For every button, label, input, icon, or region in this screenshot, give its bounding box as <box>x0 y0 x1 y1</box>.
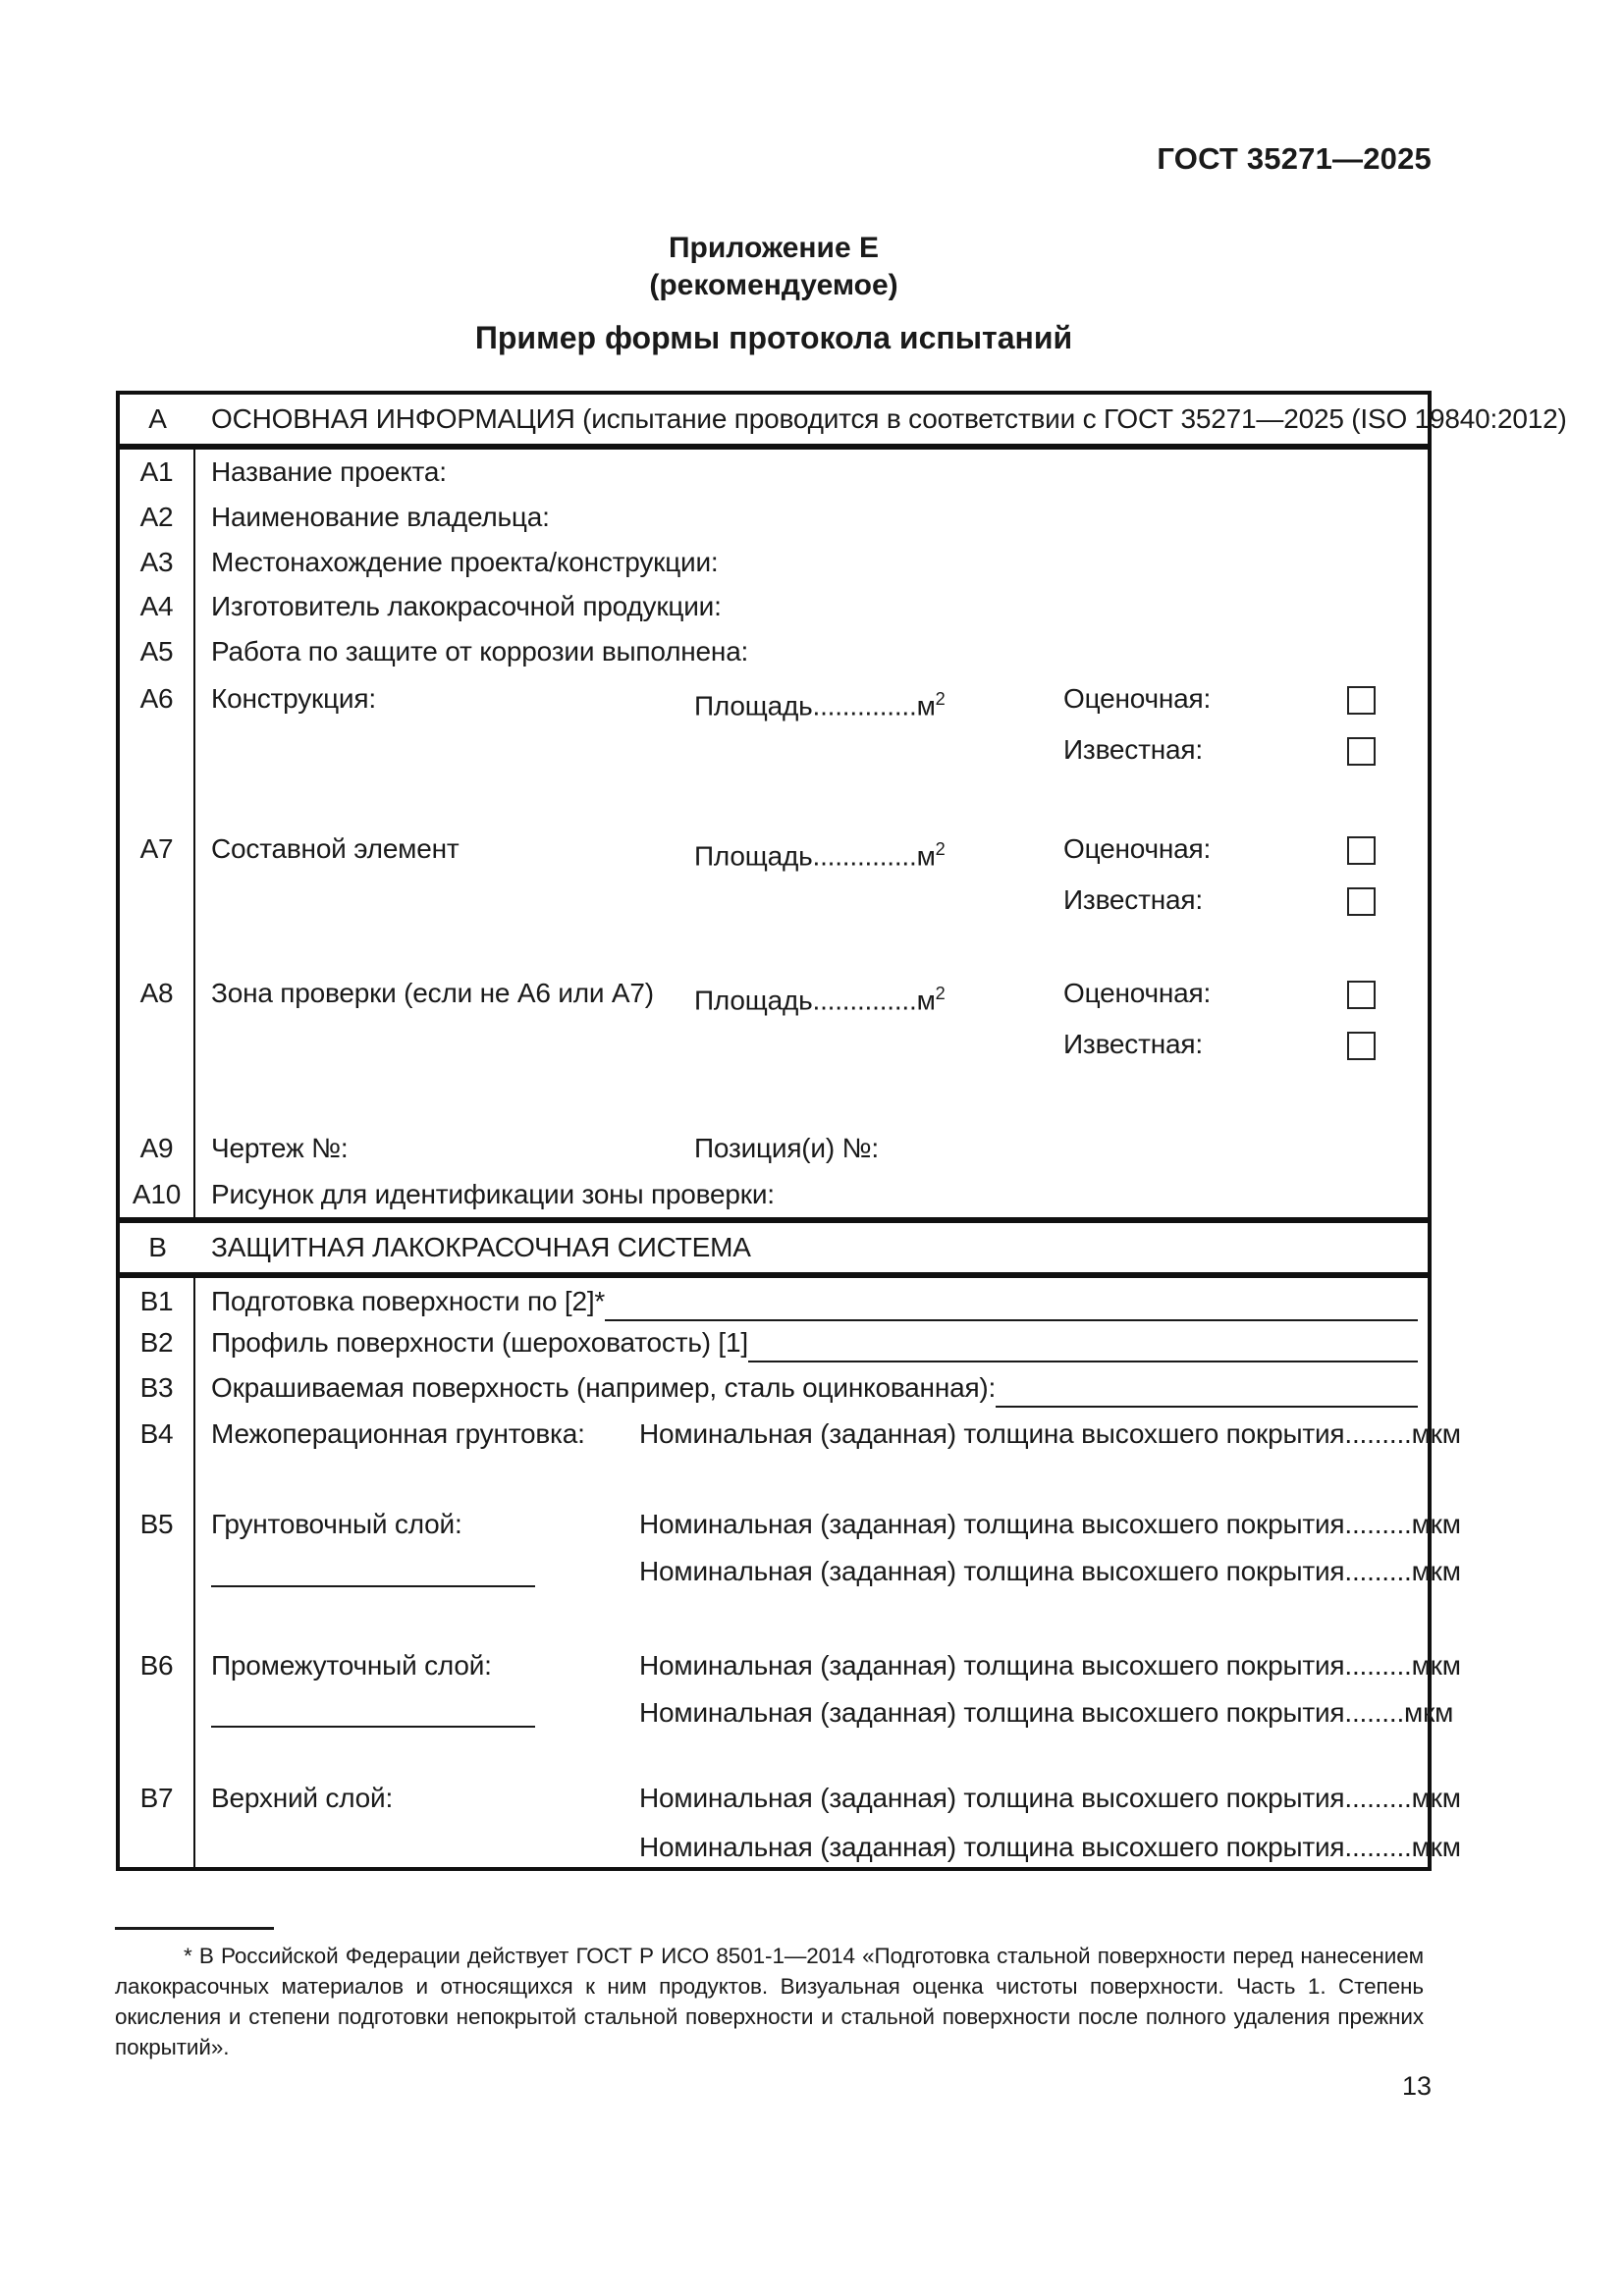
form-row-a6-known <box>120 730 1428 770</box>
known-label: Известная: <box>1063 1029 1203 1059</box>
area-field-label: $Площадь..............м^2$ <box>694 689 946 721</box>
appendix-note: (рекомендуемое) <box>649 269 898 301</box>
blank-line-b2[interactable] <box>748 1327 1418 1362</box>
row-label: Подготовка поверхности по [2]* <box>211 1286 606 1316</box>
checkbox-a7-estimated[interactable] <box>1347 836 1376 865</box>
row-code: В6 <box>139 1650 174 1681</box>
form-row-a5 <box>120 632 1428 671</box>
form-row-b7-line2 <box>120 1828 1461 1867</box>
form-row-b7 <box>120 1779 1461 1818</box>
row-label: Окрашиваемая поверхность (например, сталь оцинкованная): <box>211 1372 997 1403</box>
form-row-b2 <box>120 1323 1428 1362</box>
form-row-a2 <box>120 498 1428 537</box>
row-code: А4 <box>139 591 174 621</box>
form-row-a6 <box>120 679 1428 719</box>
thickness-label: Номинальная (заданная) толщина высохшего покрытия.........мкм <box>639 1783 1461 1813</box>
footnote-text: * В Российской Федерации действует ГОСТ Р ИСО 8501-1—2014 «Подготовка стальной поверхности перед нанесением лакокрасочных материалов и относящихся к ним продуктов. Визуальная оценка чистоты поверхности. Часть 1. Степень окисления и степени подготовки непокрытой стальной поверхности и стальной поверхности после полного удаления прежних покрытий». <box>115 1944 1424 2059</box>
area-field-label: $Площадь..............м^2$ <box>694 984 946 1016</box>
row-label: Зона проверки (если не А6 или А7) <box>211 978 654 1008</box>
area-field-label: $Площадь..............м^2$ <box>694 839 946 872</box>
form-row-b6 <box>120 1646 1461 1685</box>
form-row-a3 <box>120 543 1428 582</box>
blank-line-b5-product[interactable] <box>211 1585 535 1587</box>
row-code: В7 <box>139 1783 174 1813</box>
row-label: Межоперационная грунтовка: <box>211 1418 585 1449</box>
section-a-body <box>120 450 1428 1217</box>
row-label: Верхний слой: <box>211 1783 394 1813</box>
row-code: А2 <box>139 502 174 532</box>
section-b-code: В <box>148 1232 167 1262</box>
thickness-label: Номинальная (заданная) толщина высохшего покрытия.........мкм <box>639 1556 1461 1586</box>
form-row-a4 <box>120 587 1428 626</box>
form-row-b1 <box>120 1282 1428 1321</box>
form-row-a7 <box>120 829 1428 872</box>
position-no-label: Позиция(и) №: <box>694 1133 879 1163</box>
row-label: Конструкция: <box>211 683 376 714</box>
form-row-b5 <box>120 1505 1461 1544</box>
row-code: А9 <box>139 1133 174 1163</box>
form-row-a1 <box>120 453 1428 492</box>
row-label: Рисунок для идентификации зоны проверки: <box>211 1179 775 1209</box>
thickness-label: Номинальная (заданная) толщина высохшего покрытия.........мкм <box>639 1418 1461 1449</box>
estimated-label: Оценочная: <box>1063 833 1212 864</box>
form-row-a8-known <box>120 1025 1428 1064</box>
row-code: В3 <box>139 1372 174 1403</box>
row-label: Промежуточный слой: <box>211 1650 492 1681</box>
blank-line-b3[interactable] <box>996 1372 1418 1408</box>
row-code: А6 <box>139 683 174 714</box>
form-row-b3 <box>120 1368 1428 1408</box>
checkbox-a8-known[interactable] <box>1347 1032 1376 1060</box>
estimated-label: Оценочная: <box>1063 683 1212 714</box>
row-label: Профиль поверхности (шероховатость) [1] <box>211 1327 748 1358</box>
row-label: Работа по защите от коррозии выполнена: <box>211 636 749 667</box>
document-code: ГОСТ 35271—2025 <box>1157 141 1432 176</box>
row-code: А7 <box>139 833 174 864</box>
row-label: Грунтовочный слой: <box>211 1509 462 1539</box>
row-label: Местонахождение проекта/конструкции: <box>211 547 719 577</box>
row-label: Название проекта: <box>211 456 447 487</box>
thickness-label: Номинальная (заданная) толщина высохшего покрытия.........мкм <box>639 1509 1461 1539</box>
thickness-label: Номинальная (заданная) толщина высохшего покрытия.........мкм <box>639 1832 1461 1862</box>
form-row-a10 <box>120 1175 1428 1214</box>
form-row-a7-known <box>120 881 1428 920</box>
blank-line-b1[interactable] <box>605 1286 1418 1321</box>
known-label: Известная: <box>1063 884 1203 915</box>
blank-line-b6-product[interactable] <box>211 1726 535 1728</box>
section-b-header <box>120 1217 1428 1278</box>
row-code: А10 <box>132 1179 182 1209</box>
protocol-form-table <box>116 391 1567 1871</box>
page-title: Пример формы протокола испытаний <box>474 320 1073 355</box>
section-b-body <box>120 1278 1461 1867</box>
section-a-title: ОСНОВНАЯ ИНФОРМАЦИЯ (испытание проводится в соответствии с ГОСТ 35271—2025 (ISO 19840:2012) <box>211 403 1567 434</box>
row-label: Наименование владельца: <box>211 502 550 532</box>
checkbox-a6-estimated[interactable] <box>1347 686 1376 715</box>
form-row-a9 <box>120 1129 1428 1168</box>
checkbox-a6-known[interactable] <box>1347 737 1376 766</box>
row-code: А8 <box>139 978 174 1008</box>
row-code: В2 <box>139 1327 174 1358</box>
estimated-label: Оценочная: <box>1063 978 1212 1008</box>
row-code: В4 <box>139 1418 174 1449</box>
appendix-title: Приложение Е <box>668 232 880 264</box>
section-b-title: ЗАЩИТНАЯ ЛАКОКРАСОЧНАЯ СИСТЕМА <box>211 1232 751 1262</box>
drawing-no-label: Чертеж №: <box>211 1133 349 1163</box>
row-code: В5 <box>139 1509 174 1539</box>
known-label: Известная: <box>1063 734 1203 765</box>
form-row-b4 <box>120 1415 1461 1454</box>
section-a-header <box>120 395 1567 450</box>
thickness-label: Номинальная (заданная) толщина высохшего покрытия.........мкм <box>639 1650 1461 1681</box>
appendix-title-block <box>116 230 1432 304</box>
form-row-a8 <box>120 974 1428 1016</box>
checkbox-a7-known[interactable] <box>1347 887 1376 916</box>
thickness-label: Номинальная (заданная) толщина высохшего покрытия........мкм <box>639 1697 1454 1728</box>
page-number: 13 <box>1401 2071 1432 2101</box>
row-code: А5 <box>139 636 174 667</box>
footnote-rule <box>115 1927 274 1930</box>
row-code: А3 <box>139 547 174 577</box>
row-label: Изготовитель лакокрасочной продукции: <box>211 591 722 621</box>
row-label: Составной элемент <box>211 833 460 864</box>
checkbox-a8-estimated[interactable] <box>1347 981 1376 1009</box>
row-code: В1 <box>139 1286 174 1316</box>
section-a-code: А <box>148 403 167 434</box>
row-code: А1 <box>139 456 174 487</box>
